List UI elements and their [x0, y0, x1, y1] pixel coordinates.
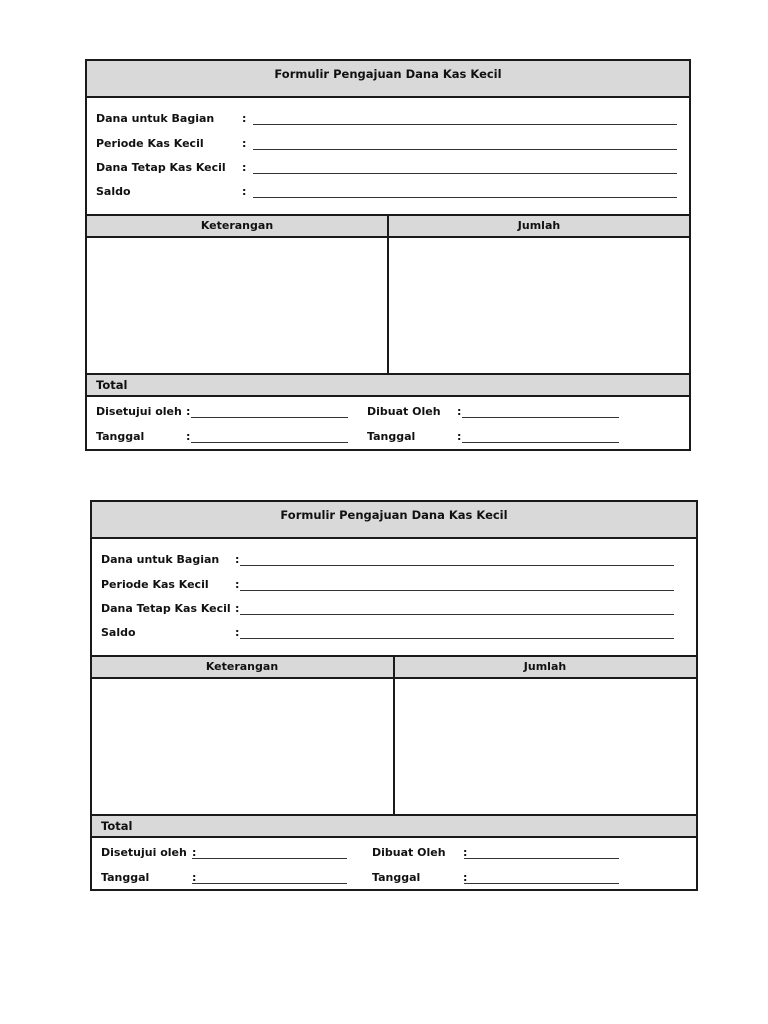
made-by-row: [367, 405, 627, 423]
field-blank-line[interactable]: [253, 197, 677, 198]
total-row: [87, 373, 689, 397]
field-label: Dana Tetap Kas Kecil: [96, 161, 226, 174]
column-header-keterangan: Keterangan: [205, 660, 279, 673]
date-label: Tanggal: [101, 871, 150, 884]
field-blank-line[interactable]: [253, 173, 677, 174]
field-colon: :: [235, 602, 240, 615]
keterangan-cell[interactable]: [87, 238, 387, 373]
date-label: Tanggal: [372, 871, 421, 884]
petty-cash-form-2: [90, 500, 698, 891]
field-blank-line[interactable]: [253, 149, 677, 150]
field-dana-tetap-kas-kecil: [96, 161, 677, 179]
field-dana-tetap-kas-kecil: [101, 602, 684, 620]
total-label: Total: [101, 819, 133, 833]
made-by-row: [372, 846, 632, 864]
column-header-keterangan: Keterangan: [200, 219, 274, 232]
field-dana-untuk-bagian: [96, 112, 677, 130]
approved-by-row: [96, 405, 356, 423]
date-label: Tanggal: [96, 430, 145, 443]
date-right-row: [367, 430, 627, 448]
field-label: Dana untuk Bagian: [96, 112, 215, 125]
jumlah-cell[interactable]: [394, 679, 696, 814]
approved-by-row: [101, 846, 361, 864]
date-left-row: [96, 430, 356, 448]
signature-section: [92, 838, 696, 890]
date-line[interactable]: [464, 883, 619, 884]
field-saldo: [96, 185, 677, 203]
info-section: [87, 98, 689, 214]
total-label: Total: [96, 378, 128, 392]
field-blank-line[interactable]: [240, 590, 674, 591]
colon: :: [457, 430, 462, 443]
date-label: Tanggal: [367, 430, 416, 443]
field-colon: :: [242, 137, 247, 150]
date-line[interactable]: [462, 442, 619, 443]
field-colon: :: [235, 578, 240, 591]
field-periode-kas-kecil: [101, 578, 684, 596]
form-title: Formulir Pengajuan Dana Kas Kecil: [87, 61, 689, 98]
column-header-jumlah: Jumlah: [517, 219, 561, 232]
column-header-jumlah: Jumlah: [523, 660, 567, 673]
field-label: Dana untuk Bagian: [101, 553, 220, 566]
approved-by-label: Disetujui oleh: [96, 405, 182, 418]
date-left-row: [101, 871, 361, 889]
jumlah-cell[interactable]: [389, 238, 689, 373]
field-blank-line[interactable]: [240, 565, 674, 566]
field-blank-line[interactable]: [240, 614, 674, 615]
field-colon: :: [235, 553, 240, 566]
colon: :: [192, 846, 197, 859]
field-saldo: [101, 626, 684, 644]
petty-cash-form-1: [85, 59, 691, 451]
colon: :: [463, 846, 468, 859]
info-section: [92, 539, 696, 655]
field-dana-untuk-bagian: [101, 553, 684, 571]
field-blank-line[interactable]: [253, 124, 677, 125]
signature-line[interactable]: [464, 858, 619, 859]
field-blank-line[interactable]: [240, 638, 674, 639]
colon: :: [457, 405, 462, 418]
field-colon: :: [242, 185, 247, 198]
signature-line[interactable]: [462, 417, 619, 418]
field-colon: :: [242, 161, 247, 174]
field-colon: :: [242, 112, 247, 125]
signature-section: [87, 397, 689, 449]
field-colon: :: [235, 626, 240, 639]
field-label: Periode Kas Kecil: [101, 578, 209, 591]
signature-line[interactable]: [192, 858, 347, 859]
approved-by-label: Disetujui oleh: [101, 846, 187, 859]
date-right-row: [372, 871, 632, 889]
form-title: Formulir Pengajuan Dana Kas Kecil: [92, 502, 696, 539]
signature-line[interactable]: [191, 417, 348, 418]
colon: :: [186, 430, 191, 443]
field-label: Saldo: [101, 626, 136, 639]
colon: :: [192, 871, 197, 884]
colon: :: [186, 405, 191, 418]
field-periode-kas-kecil: [96, 137, 677, 155]
field-label: Dana Tetap Kas Kecil: [101, 602, 231, 615]
colon: :: [463, 871, 468, 884]
total-row: [92, 814, 696, 838]
made-by-label: Dibuat Oleh: [367, 405, 441, 418]
made-by-label: Dibuat Oleh: [372, 846, 446, 859]
date-line[interactable]: [191, 442, 348, 443]
field-label: Periode Kas Kecil: [96, 137, 204, 150]
date-line[interactable]: [192, 883, 347, 884]
field-label: Saldo: [96, 185, 131, 198]
keterangan-cell[interactable]: [92, 679, 392, 814]
